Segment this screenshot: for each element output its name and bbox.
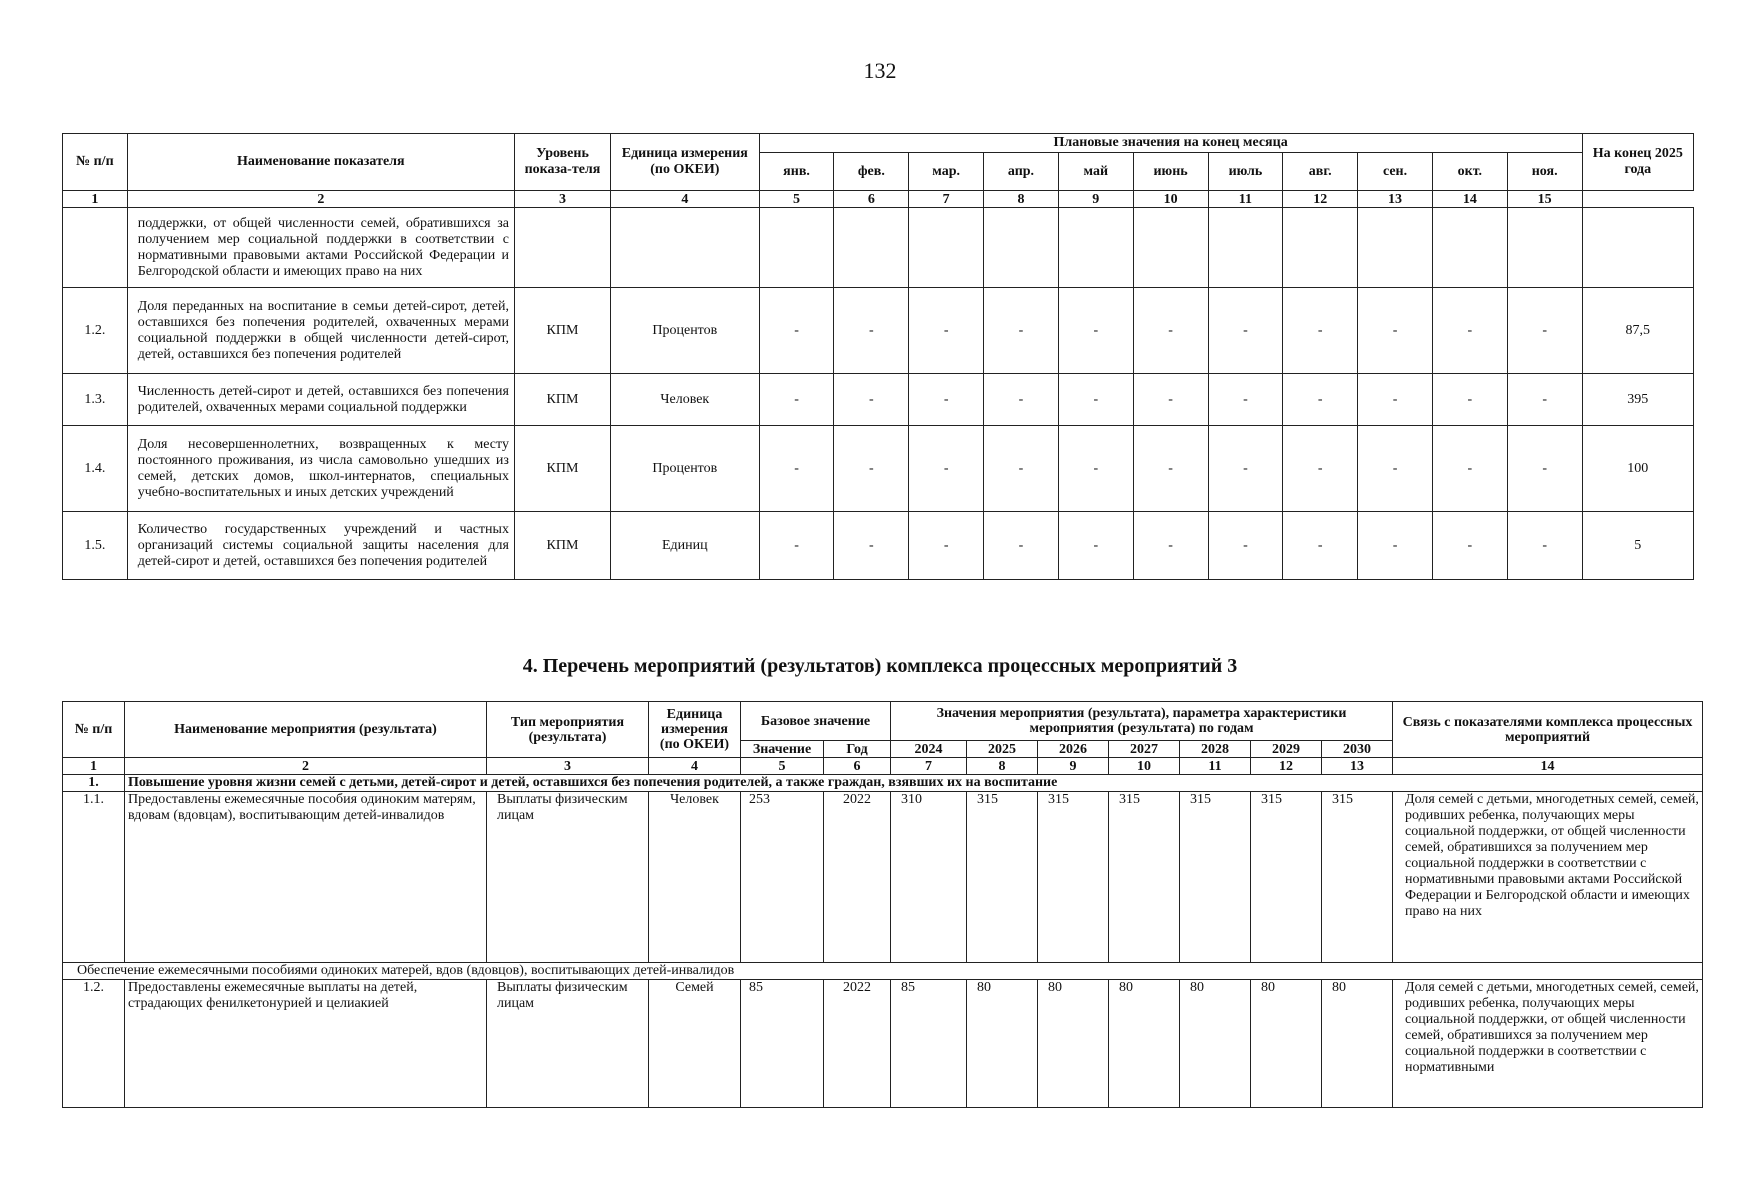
year-value: 315 <box>1322 792 1393 963</box>
month-value <box>909 208 984 288</box>
base-value: 85 <box>741 980 824 1108</box>
month-header: июль <box>1208 153 1283 191</box>
col-number: 4 <box>649 758 741 775</box>
row-number: 1.3. <box>63 374 128 426</box>
year-header: 2030 <box>1322 741 1393 758</box>
month-value: - <box>1133 374 1208 426</box>
indicator-unit: Единиц <box>611 512 760 580</box>
col-number: 6 <box>824 758 891 775</box>
year-value: 80 <box>1322 980 1393 1108</box>
col-number: 7 <box>891 758 967 775</box>
month-header: сен. <box>1358 153 1433 191</box>
indicator-unit: Процентов <box>611 426 760 512</box>
col-number: 5 <box>759 191 834 208</box>
year-value: 80 <box>1251 980 1322 1108</box>
month-header: апр. <box>984 153 1059 191</box>
month-value <box>1432 208 1507 288</box>
end-of-year-value: 87,5 <box>1582 288 1693 374</box>
indicator-level: КПМ <box>514 288 610 374</box>
col-link-header: Связь с показателями комплекса процессных мероприятий <box>1393 702 1703 758</box>
month-value <box>834 208 909 288</box>
month-value: - <box>834 426 909 512</box>
col-number: 5 <box>741 758 824 775</box>
col-number: 12 <box>1251 758 1322 775</box>
month-value <box>1358 208 1433 288</box>
month-value: - <box>984 426 1059 512</box>
col-number: 1 <box>63 758 125 775</box>
month-value: - <box>1358 288 1433 374</box>
col-number: 14 <box>1393 758 1703 775</box>
indicator-name: Доля несовершеннолетних, возвращенных к месту постоянного проживания, из числа самовольно ушедших из семей, детских домов, школ-интернатов, специальных учебно-воспитательных и иных детских учреждений <box>127 426 514 512</box>
year-header: 2025 <box>967 741 1038 758</box>
row-number: 1.1. <box>63 792 125 963</box>
month-value: - <box>984 288 1059 374</box>
section-text: Повышение уровня жизни семей с детьми, детей-сирот и детей, оставшихся без попечения родителей, а также граждан, взявших их на воспитание <box>125 775 1703 792</box>
note-row <box>63 963 1703 980</box>
year-header: 2024 <box>891 741 967 758</box>
col-number: 3 <box>514 191 610 208</box>
indicator-row <box>63 288 1694 374</box>
col-number: 2 <box>125 758 487 775</box>
indicator-level: КПМ <box>514 426 610 512</box>
column-number-row <box>63 191 1694 208</box>
year-value: 315 <box>1251 792 1322 963</box>
base-year-subheader: Год <box>824 741 891 758</box>
year-value: 80 <box>1038 980 1109 1108</box>
col-type-header: Тип мероприятия (результата) <box>487 702 649 758</box>
measure-name: Предоставлены ежемесячные пособия одиноким матерям, вдовам (вдовцам), воспитывающим детей-инвалидов <box>125 792 487 963</box>
month-header: июнь <box>1133 153 1208 191</box>
col-number: 12 <box>1283 191 1358 208</box>
year-header: 2029 <box>1251 741 1322 758</box>
month-value: - <box>1432 374 1507 426</box>
month-header: авг. <box>1283 153 1358 191</box>
col-unit-header: Единица измерения (по ОКЕИ) <box>611 134 760 191</box>
month-value <box>1507 208 1582 288</box>
col-number: 13 <box>1358 191 1433 208</box>
month-header: ноя. <box>1507 153 1582 191</box>
col-num-header: № п/п <box>63 702 125 758</box>
year-value: 80 <box>967 980 1038 1108</box>
month-header: окт. <box>1432 153 1507 191</box>
measure-type: Выплаты физическим лицам <box>487 980 649 1108</box>
month-value: - <box>1208 512 1283 580</box>
indicators-table <box>62 133 1694 580</box>
indicator-level: КПМ <box>514 512 610 580</box>
base-value-subheader: Значение <box>741 741 824 758</box>
base-year: 2022 <box>824 792 891 963</box>
year-value: 85 <box>891 980 967 1108</box>
col-name-header: Наименование показателя <box>127 134 514 191</box>
year-value: 310 <box>891 792 967 963</box>
month-header: янв. <box>759 153 834 191</box>
month-value: - <box>834 374 909 426</box>
month-value: - <box>834 288 909 374</box>
year-value: 315 <box>1109 792 1180 963</box>
month-value: - <box>1208 288 1283 374</box>
row-number <box>63 208 128 288</box>
year-value: 315 <box>1180 792 1251 963</box>
page-number: 132 <box>863 58 897 83</box>
indicator-unit <box>611 208 760 288</box>
base-value: 253 <box>741 792 824 963</box>
month-value: - <box>759 374 834 426</box>
indicator-name: поддержки, от общей численности семей, обратившихся за получением мер социальной поддержки в соответствии с нормативными правовыми актами Российской Федерации и Белгородской области и имеющих право на них <box>127 208 514 288</box>
month-value: - <box>1358 512 1433 580</box>
month-value <box>1208 208 1283 288</box>
month-value: - <box>1432 426 1507 512</box>
month-value: - <box>1283 374 1358 426</box>
col-number: 7 <box>909 191 984 208</box>
col-number: 3 <box>487 758 649 775</box>
month-value: - <box>759 288 834 374</box>
measure-row <box>63 980 1703 1108</box>
year-header: 2026 <box>1038 741 1109 758</box>
month-value: - <box>984 512 1059 580</box>
note-text: Обеспечение ежемесячными пособиями одиноких матерей, вдов (вдовцов), воспитывающих детей-инвалидов <box>63 963 1703 980</box>
end-of-year-value: 100 <box>1582 426 1693 512</box>
month-value: - <box>1208 426 1283 512</box>
month-value: - <box>1432 512 1507 580</box>
measure-type: Выплаты физическим лицам <box>487 792 649 963</box>
base-year: 2022 <box>824 980 891 1108</box>
month-value: - <box>1507 426 1582 512</box>
month-header: мар. <box>909 153 984 191</box>
col-num-header: № п/п <box>63 134 128 191</box>
month-value: - <box>1507 374 1582 426</box>
indicator-name: Количество государственных учреждений и частных организаций системы социальной защиты населения для детей-сирот и детей, оставшихся без попечения родителей <box>127 512 514 580</box>
month-value: - <box>909 374 984 426</box>
month-value: - <box>1058 288 1133 374</box>
month-value: - <box>1058 374 1133 426</box>
month-value: - <box>1133 288 1208 374</box>
indicator-level: КПМ <box>514 374 610 426</box>
month-value <box>1058 208 1133 288</box>
indicator-unit: Процентов <box>611 288 760 374</box>
month-value: - <box>1432 288 1507 374</box>
year-header: 2027 <box>1109 741 1180 758</box>
col-number: 15 <box>1507 191 1582 208</box>
month-value <box>984 208 1059 288</box>
base-value-header: Базовое значение <box>741 702 891 741</box>
measure-name: Предоставлены ежемесячные выплаты на детей, страдающих фенилкетонурией и целиакией <box>125 980 487 1108</box>
month-header: фев. <box>834 153 909 191</box>
month-value <box>759 208 834 288</box>
col-level-header: Уровень показа-теля <box>514 134 610 191</box>
section-row <box>63 775 1703 792</box>
month-value: - <box>1283 512 1358 580</box>
col-number: 8 <box>967 758 1038 775</box>
month-value: - <box>834 512 909 580</box>
measure-unit: Семей <box>649 980 741 1108</box>
col-number: 10 <box>1133 191 1208 208</box>
end-of-year-value <box>1582 208 1693 288</box>
year-value: 80 <box>1180 980 1251 1108</box>
month-value: - <box>909 288 984 374</box>
indicator-row <box>63 426 1694 512</box>
month-value: - <box>984 374 1059 426</box>
indicator-row <box>63 374 1694 426</box>
month-value: - <box>1283 288 1358 374</box>
measure-row <box>63 792 1703 963</box>
col-name-header: Наименование мероприятия (результата) <box>125 702 487 758</box>
linked-indicator: Доля семей с детьми, многодетных семей, семей, родивших ребенка, получающих меры социальной поддержки, от общей численности семей, обратившихся за получением мер социальной поддержки в соответствии с нормативными правовыми актами Российской Федерации и Белгородской области и имеющих право на них <box>1393 792 1703 963</box>
row-number: 1.4. <box>63 426 128 512</box>
col-number: 8 <box>984 191 1059 208</box>
yearly-values-header: Значения мероприятия (результата), параметра характеристики мероприятия (результата) по годам <box>891 702 1393 741</box>
indicator-name: Численность детей-сирот и детей, оставшихся без попечения родителей, охваченных мерами социальной поддержки <box>127 374 514 426</box>
col-number: 11 <box>1180 758 1251 775</box>
indicator-row <box>63 512 1694 580</box>
year-header: 2028 <box>1180 741 1251 758</box>
col-number: 11 <box>1208 191 1283 208</box>
col-number: 9 <box>1058 191 1133 208</box>
row-number: 1.2. <box>63 288 128 374</box>
month-value: - <box>909 512 984 580</box>
indicator-level <box>514 208 610 288</box>
month-value: - <box>909 426 984 512</box>
linked-indicator: Доля семей с детьми, многодетных семей, семей, родивших ребенка, получающих меры социальной поддержки, от общей численности семей, обратившихся за получением мер социальной поддержки в соответствии с нормативными <box>1393 980 1703 1108</box>
month-value: - <box>1208 374 1283 426</box>
col-unit-header: Единица измерения (по ОКЕИ) <box>649 702 741 758</box>
col-end-header: На конец 2025 года <box>1582 134 1693 191</box>
column-number-row <box>63 758 1703 775</box>
month-value: - <box>1133 512 1208 580</box>
month-value: - <box>1133 426 1208 512</box>
end-of-year-value: 5 <box>1582 512 1693 580</box>
col-number: 10 <box>1109 758 1180 775</box>
col-number: 2 <box>127 191 514 208</box>
month-header: май <box>1058 153 1133 191</box>
month-value <box>1283 208 1358 288</box>
col-number: 1 <box>63 191 128 208</box>
month-value: - <box>1507 288 1582 374</box>
month-value: - <box>1058 512 1133 580</box>
indicator-unit: Человек <box>611 374 760 426</box>
indicator-name: Доля переданных на воспитание в семьи детей-сирот, детей, оставшихся без попечения родителей, охваченных мерами социальной поддержки в общей численности детей-сирот, детей, оставшихся без попечения родителей <box>127 288 514 374</box>
col-number: 9 <box>1038 758 1109 775</box>
month-value: - <box>1058 426 1133 512</box>
measures-table <box>62 701 1703 1108</box>
col-number: 14 <box>1432 191 1507 208</box>
indicator-row <box>63 208 1694 288</box>
plan-values-header: Плановые значения на конец месяца <box>759 134 1582 153</box>
end-of-year-value: 395 <box>1582 374 1693 426</box>
row-number: 1.2. <box>63 980 125 1108</box>
month-value: - <box>1283 426 1358 512</box>
col-number: 4 <box>611 191 760 208</box>
month-value <box>1133 208 1208 288</box>
month-value: - <box>1358 426 1433 512</box>
month-value: - <box>1507 512 1582 580</box>
measure-unit: Человек <box>649 792 741 963</box>
month-value: - <box>759 426 834 512</box>
section-number: 1. <box>63 775 125 792</box>
year-value: 315 <box>967 792 1038 963</box>
col-number: 13 <box>1322 758 1393 775</box>
year-value: 80 <box>1109 980 1180 1108</box>
month-value: - <box>759 512 834 580</box>
row-number: 1.5. <box>63 512 128 580</box>
section-title: 4. Перечень мероприятий (результатов) комплекса процессных мероприятий 3 <box>522 655 1238 677</box>
col-number: 6 <box>834 191 909 208</box>
month-value: - <box>1358 374 1433 426</box>
year-value: 315 <box>1038 792 1109 963</box>
